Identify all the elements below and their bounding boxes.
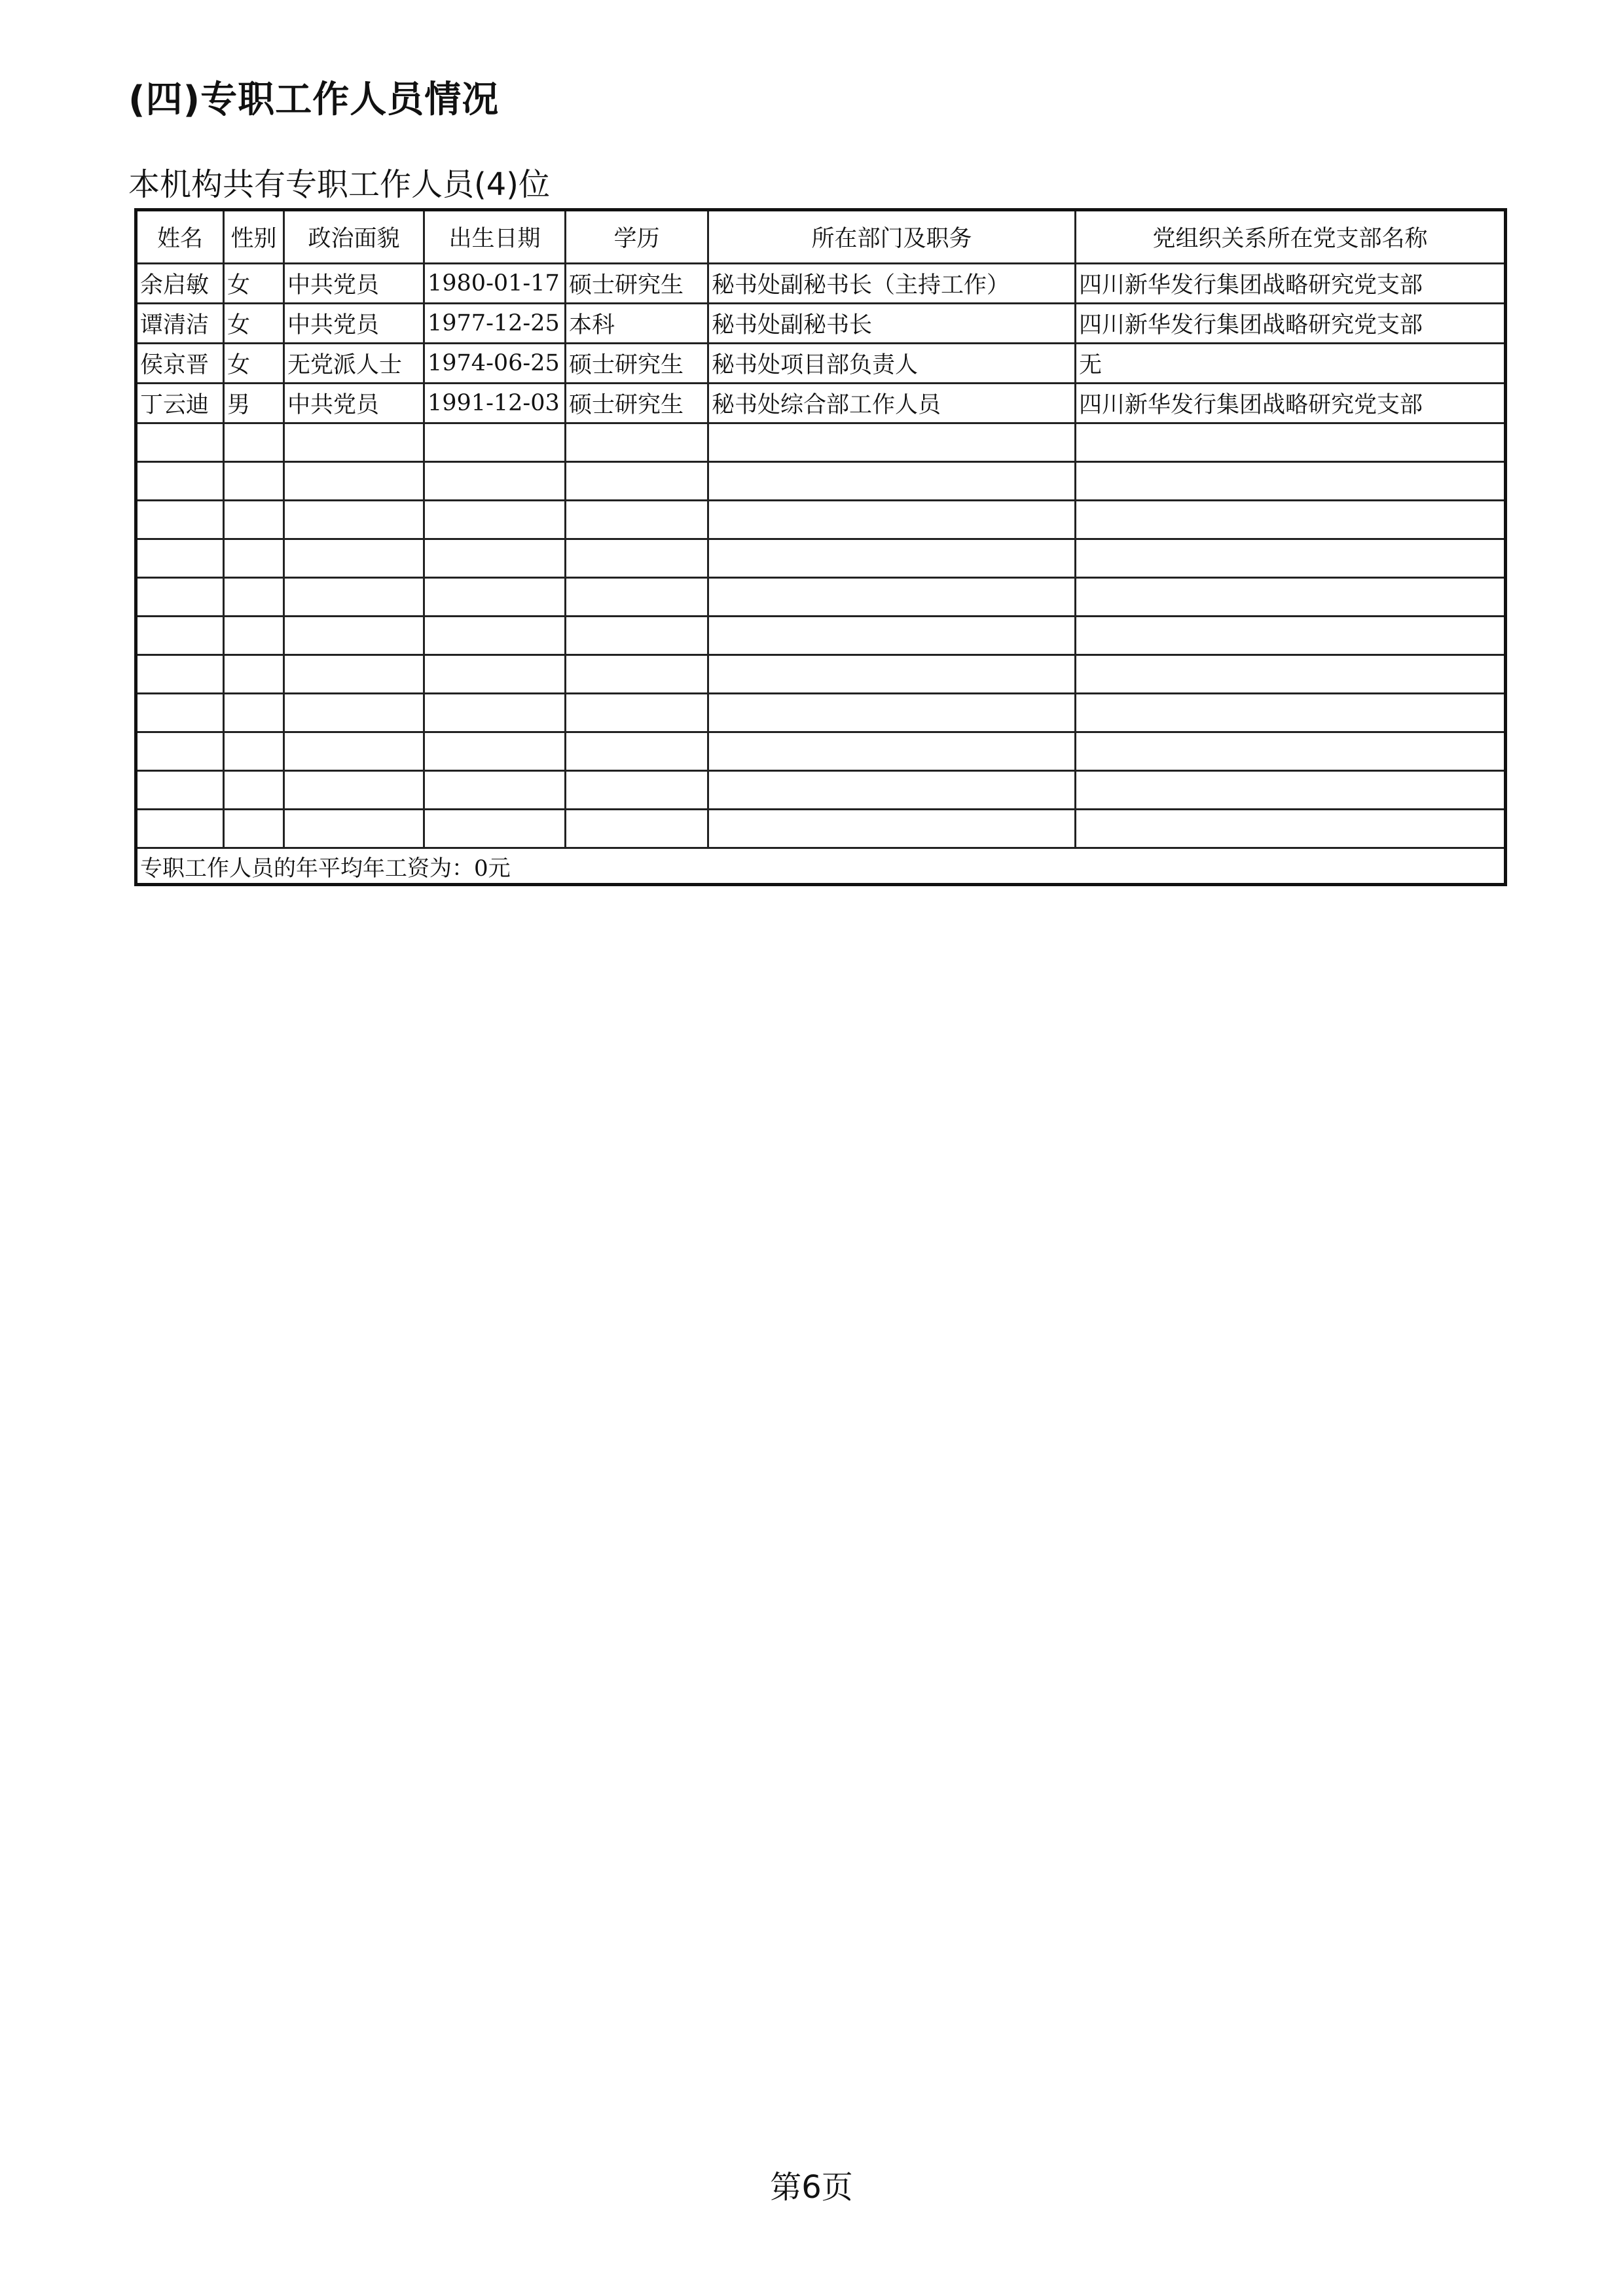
column-header-name: 姓名 [136,210,224,264]
empty-table-row [136,771,1506,810]
column-header-political-status: 政治面貌 [284,210,424,264]
cell-education: 硕士研究生 [566,264,708,304]
cell-education: 硕士研究生 [566,384,708,423]
cell-gender: 男 [224,384,284,423]
cell-political-status: 中共党员 [284,384,424,423]
cell-education: 硕士研究生 [566,344,708,384]
cell-party-branch: 四川新华发行集团战略研究党支部 [1076,384,1506,423]
table-header-row [136,210,1506,264]
cell-name: 谭清洁 [136,304,224,344]
cell-department-position: 秘书处项目部负责人 [708,344,1076,384]
table-footer-row [136,848,1506,885]
cell-political-status: 中共党员 [284,264,424,304]
cell-birth-date: 1974-06-25 [424,344,566,384]
cell-department-position: 秘书处综合部工作人员 [708,384,1076,423]
cell-party-branch: 四川新华发行集团战略研究党支部 [1076,264,1506,304]
table-row [136,264,1506,304]
table-row [136,384,1506,423]
column-header-education: 学历 [566,210,708,264]
empty-table-row [136,423,1506,462]
empty-table-row [136,732,1506,771]
cell-gender: 女 [224,264,284,304]
section-title: (四)专职工作人员情况 [128,79,500,121]
empty-table-row [136,501,1506,539]
cell-birth-date: 1977-12-25 [424,304,566,344]
cell-birth-date: 1991-12-03 [424,384,566,423]
empty-table-row [136,539,1506,578]
empty-table-row [136,578,1506,617]
column-header-gender: 性别 [224,210,284,264]
cell-gender: 女 [224,344,284,384]
empty-table-row [136,617,1506,655]
empty-table-row [136,694,1506,732]
column-header-birth-date: 出生日期 [424,210,566,264]
cell-party-branch: 四川新华发行集团战略研究党支部 [1076,304,1506,344]
cell-name: 余启敏 [136,264,224,304]
column-header-department-position: 所在部门及职务 [708,210,1076,264]
cell-political-status: 无党派人士 [284,344,424,384]
cell-name: 侯京晋 [136,344,224,384]
cell-birth-date: 1980-01-17 [424,264,566,304]
cell-party-branch: 无 [1076,344,1506,384]
empty-table-row [136,655,1506,694]
cell-department-position: 秘书处副秘书长 [708,304,1076,344]
cell-education: 本科 [566,304,708,344]
cell-department-position: 秘书处副秘书长（主持工作） [708,264,1076,304]
page-number: 第6页 [770,2169,853,2206]
average-salary-note: 专职工作人员的年平均年工资为：0元 [136,848,1506,885]
cell-gender: 女 [224,304,284,344]
table-row [136,344,1506,384]
column-header-party-branch: 党组织关系所在党支部名称 [1076,210,1506,264]
staff-table [134,208,1507,886]
cell-political-status: 中共党员 [284,304,424,344]
empty-table-row [136,810,1506,848]
cell-name: 丁云迪 [136,384,224,423]
empty-table-row [136,462,1506,501]
table-row [136,304,1506,344]
staff-count-text: 本机构共有专职工作人员(4)位 [128,166,550,203]
